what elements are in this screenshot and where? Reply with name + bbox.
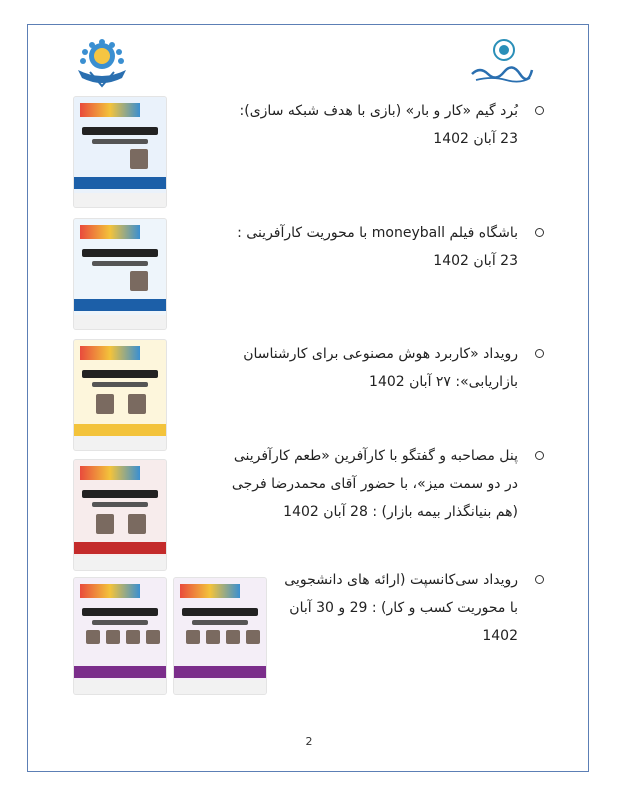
event-poster-image — [74, 97, 166, 207]
bullet-icon — [535, 451, 544, 460]
bullet-icon — [535, 106, 544, 115]
event-text: رویداد سی‌کانسپت (ارائه های دانشجویی با محوریت کسب و کار) : 29 و 30 آبان 1402 — [284, 572, 518, 644]
list-item — [74, 566, 544, 696]
event-text: پنل مصاحبه و گفتگو با کارآفرین «طعم کارآفرینی در دو سمت میز»، با حضور آقای محمدرضا فرجی (هم بنیانگذار بیمه بازار) : 28 آبان 1402 — [231, 448, 518, 520]
event-text: باشگاه فیلم moneyball با محوریت کارآفرینی : 23 آبان 1402 — [237, 225, 518, 269]
bullet-icon — [535, 228, 544, 237]
event-text: بُرد گیم «کار و بار» (بازی با هدف شبکه سازی): 23 آبان 1402 — [239, 103, 518, 147]
list-item — [74, 219, 544, 331]
list-item — [74, 442, 544, 572]
page-number: 2 — [305, 735, 313, 748]
event-poster-image — [74, 219, 166, 329]
university-emblem-icon — [70, 36, 134, 88]
faculty-entrepreneurship-logo-icon — [466, 38, 536, 86]
bullet-icon — [535, 349, 544, 358]
bullet-icon — [535, 575, 544, 584]
event-poster-image — [74, 460, 166, 570]
event-poster-image — [74, 340, 166, 450]
event-poster-image — [74, 578, 166, 694]
list-item — [74, 340, 544, 452]
event-text: رویداد «کاربرد هوش مصنوعی برای کارشناسان بازاریابی»: ۲۷ آبان 1402 — [243, 346, 518, 390]
event-poster-image — [174, 578, 266, 694]
list-item — [74, 97, 544, 209]
